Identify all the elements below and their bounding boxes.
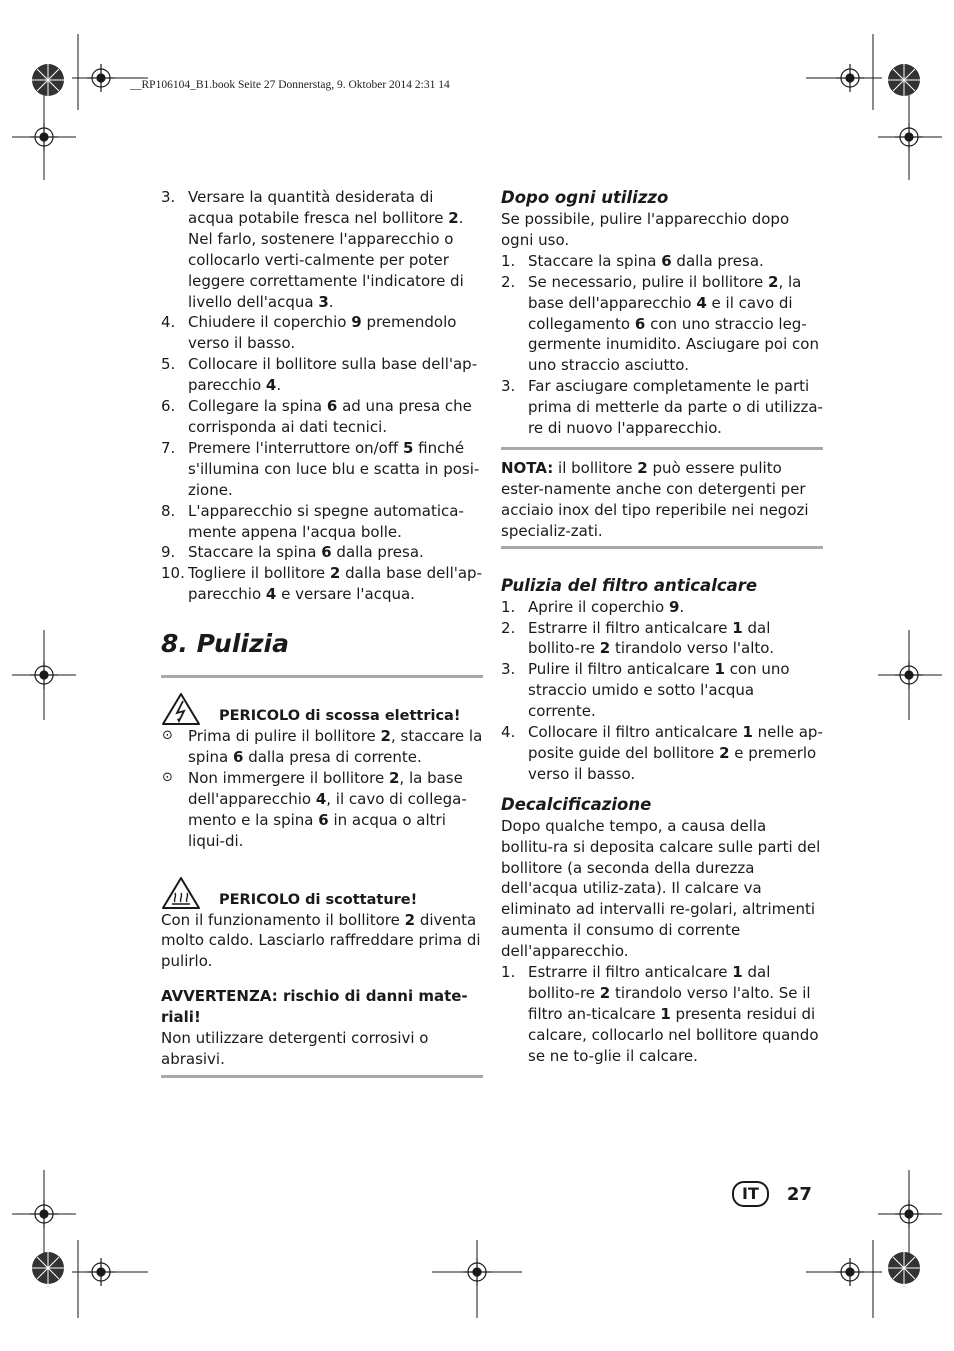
text-run: nelle ap-posite guide del bollitore	[528, 723, 823, 762]
text-run: , staccare la spina	[188, 727, 483, 767]
note-label: NOTA:	[501, 458, 554, 477]
step-number: 9.	[161, 543, 176, 562]
text-run: e premerlo verso il basso.	[528, 743, 817, 783]
step-number: 5.	[161, 355, 176, 374]
danger-burn-label: PERICOLO di scottature!	[219, 891, 418, 908]
part-reference-number: 1	[732, 618, 743, 637]
text-run: Con il funzionamento il bollitore	[161, 910, 405, 929]
text-run: Staccare la spina	[188, 543, 322, 562]
part-reference-number: 5	[402, 438, 414, 457]
note-text	[501, 458, 823, 542]
part-reference-number: 9	[351, 313, 362, 332]
filter-title: Pulizia del filtro anticalcare	[501, 575, 758, 595]
text-run: Staccare la spina	[528, 251, 662, 270]
text-run: Versare la quantità desiderata di acqua potabile fresca nel bollitore	[188, 188, 449, 227]
step-number: 6.	[161, 397, 176, 416]
step-number: 4.	[161, 313, 176, 332]
part-reference-number: 6	[326, 397, 338, 416]
after-use-intro: Se possibile, pulire l'apparecchio dopo ogni uso.	[501, 210, 790, 249]
text-run: presenta residui di calcare, collocarlo nel bollitore quando se ne to-glie il calcare.	[528, 1004, 819, 1065]
part-reference-number: 9	[668, 597, 680, 616]
text-run: dalla presa.	[331, 543, 424, 562]
page-number: 27	[786, 1183, 812, 1205]
list-item	[161, 726, 483, 768]
part-reference-number: 2	[380, 727, 391, 746]
step-number: 1.	[501, 597, 516, 616]
step-number: 4.	[501, 723, 516, 742]
list-item	[161, 768, 483, 852]
high-voltage-warning-icon	[161, 692, 201, 726]
part-reference-number: 2	[329, 564, 341, 583]
descale-intro: Dopo qualche tempo, a causa della bollitu-ra si deposita calcare sulle parti del bollitore (a seconda della durezza dell'acqua utiliz-zata). Il calcare va eliminato ad intervalli re-golari, altrimenti aumenta il consumo di corrente dell'apparecchio.	[501, 816, 821, 961]
text-run: con uno straccio umido e sotto l'acqua corrente.	[528, 660, 790, 721]
danger-shock-heading	[161, 690, 483, 726]
text-run: Far asciugare completamente le parti prima di metterle da parte o di utilizza-re di nuovo l'apparecchio.	[528, 377, 823, 438]
list-item	[161, 542, 483, 563]
list-item	[161, 187, 483, 312]
part-reference-number: 2	[404, 910, 416, 929]
text-run: .	[276, 376, 282, 395]
step-number: 2.	[501, 618, 516, 637]
danger-burn-heading	[161, 874, 483, 910]
list-item	[161, 501, 483, 543]
step-number: 10.	[161, 564, 185, 583]
section-divider	[161, 675, 483, 678]
circle-dot-icon: ⊙	[162, 728, 173, 744]
step-number: 7.	[161, 438, 176, 457]
part-reference-number: 3	[318, 292, 329, 311]
language-badge: IT	[732, 1181, 769, 1207]
step-number: 1.	[501, 963, 516, 982]
text-run: Estrarre il filtro anticalcare	[528, 618, 733, 637]
text-run: Chiudere il coperchio	[188, 313, 352, 332]
part-reference-number: 6	[318, 810, 329, 829]
hot-surface-warning-icon	[161, 876, 201, 910]
circle-dot-icon: ⊙	[162, 769, 173, 785]
warning-material-text: Non utilizzare detergenti corrosivi o abrasivi.	[161, 1029, 429, 1068]
part-reference-number: 4	[696, 293, 707, 312]
text-run: tirandolo verso l'alto.	[610, 639, 774, 658]
text-run: , la base dell'apparecchio	[528, 272, 802, 312]
part-reference-number: 4	[265, 376, 277, 395]
list-item	[161, 438, 483, 501]
text-run: diventa molto caldo. Lasciarlo raffreddare prima di pulirlo.	[161, 910, 481, 971]
step-number: 3.	[501, 377, 516, 396]
text-run: Collocare il filtro anticalcare	[528, 723, 743, 742]
text-run: dalla presa di corrente.	[243, 748, 422, 767]
part-reference-number: 2	[719, 743, 730, 762]
text-run: Non immergere il bollitore	[188, 768, 389, 787]
text-run: finché s'illumina con luce blu e scatta in posi-zione.	[188, 438, 480, 499]
text-run: Estrarre il filtro anticalcare	[528, 963, 733, 982]
text-run: ad una presa che corrisponda ai dati tecnici.	[188, 397, 472, 436]
part-reference-number: 4	[315, 789, 327, 808]
page-footer	[732, 1181, 812, 1207]
list-item	[501, 962, 823, 1067]
part-reference-number: 6	[321, 543, 332, 562]
list-item	[161, 396, 483, 438]
step-number: 8.	[161, 501, 176, 520]
part-reference-number: 1	[732, 963, 743, 982]
text-run: tirandolo verso l'alto. Se il filtro an-ticalcare	[528, 984, 811, 1023]
list-item	[161, 312, 483, 354]
text-run: .	[328, 292, 334, 311]
text-run: L'apparecchio si spegne automatica-mente appena l'acqua bolle.	[188, 501, 464, 541]
step-number: 2.	[501, 272, 516, 291]
text-run: Premere l'interruttore on/off	[188, 438, 403, 457]
part-reference-number: 1	[660, 1004, 671, 1023]
text-run: .	[679, 597, 685, 616]
step-number: 3.	[161, 188, 176, 206]
text-run: , il cavo di collega-mento e la spina	[188, 789, 467, 829]
section-title: 8. Pulizia	[161, 629, 289, 659]
warning-divider	[161, 1075, 483, 1078]
text-run: può essere pulito ester-namente anche con detergenti per acciaio inox del tipo reperibile nei negozi specializ-zati.	[501, 458, 809, 540]
after-use-steps	[501, 251, 823, 439]
after-use-title: Dopo ogni utilizzo	[501, 188, 669, 207]
text-run: dal bollito-re	[528, 618, 771, 658]
part-reference-number: 2	[599, 639, 611, 658]
list-item	[501, 272, 823, 377]
kettle-usage-steps	[161, 187, 483, 605]
text-run: Collocare il bollitore sulla base dell'ap-parecchio	[188, 355, 478, 395]
text-run: Aprire il coperchio	[528, 597, 669, 616]
list-item	[501, 722, 823, 785]
part-reference-number: 2	[599, 984, 611, 1002]
text-run: il bollitore	[553, 458, 638, 477]
list-item	[161, 354, 483, 396]
text-run: Pulire il filtro anticalcare	[528, 660, 715, 679]
part-reference-number: 2	[768, 272, 779, 291]
note-top-divider	[501, 447, 823, 450]
list-item	[501, 251, 823, 272]
part-reference-number: 2	[637, 458, 648, 477]
list-item	[501, 659, 823, 722]
note-bottom-divider	[501, 546, 823, 549]
part-reference-number: 2	[388, 768, 400, 787]
text-run: , la base dell'apparecchio	[188, 768, 463, 808]
print-header-line: __RP106104_B1.book Seite 27 Donnerstag, 9. Oktober 2014 2:31 14	[130, 79, 450, 91]
text-run: dal bollito-re	[528, 963, 771, 1002]
text-run: Togliere il bollitore	[188, 564, 330, 583]
list-item	[501, 618, 823, 660]
danger-shock-bullets	[161, 726, 483, 851]
warning-material-label: AVVERTENZA: rischio di danni mate-riali!	[161, 987, 468, 1027]
text-run: premendolo verso il basso.	[188, 313, 457, 353]
descale-title: Decalcificazione	[501, 794, 652, 814]
text-run: e versare l'acqua.	[276, 585, 415, 604]
part-reference-number: 4	[265, 585, 277, 604]
step-number: 3.	[501, 660, 516, 679]
text-run: Prima di pulire il bollitore	[188, 727, 381, 746]
text-run: . Nel farlo, sostenere l'apparecchio o collocarlo verti-calmente per poter leggere correttamente l'indicatore di livello dell'acqua	[188, 208, 464, 311]
danger-burn-text	[161, 910, 483, 973]
text-run: Se necessario, pulire il bollitore	[528, 272, 768, 291]
danger-shock-label: PERICOLO di scossa elettrica!	[219, 708, 461, 725]
text-run: Collegare la spina	[188, 397, 327, 416]
text-run: e il cavo di collegamento	[528, 293, 793, 333]
part-reference-number: 1	[714, 660, 725, 679]
part-reference-number: 6	[634, 314, 646, 333]
left-column	[161, 187, 483, 1078]
filter-steps	[501, 597, 823, 785]
text-run: dalla presa.	[671, 251, 764, 270]
list-item	[161, 563, 483, 605]
list-item	[501, 597, 823, 618]
part-reference-number: 6	[661, 251, 672, 270]
text-run: in acqua o altri liqui-di.	[188, 810, 446, 850]
text-run: dalla base dell'ap-parecchio	[188, 564, 482, 604]
descale-steps	[501, 962, 823, 1067]
list-item	[501, 376, 823, 439]
text-run: con uno straccio leg-germente inumidito. Asciugare poi con uno straccio asciutto.	[528, 314, 819, 375]
step-number: 1.	[501, 251, 516, 270]
part-reference-number: 1	[742, 723, 753, 742]
part-reference-number: 6	[232, 748, 244, 767]
part-reference-number: 2	[448, 208, 459, 227]
right-column	[501, 187, 823, 1067]
